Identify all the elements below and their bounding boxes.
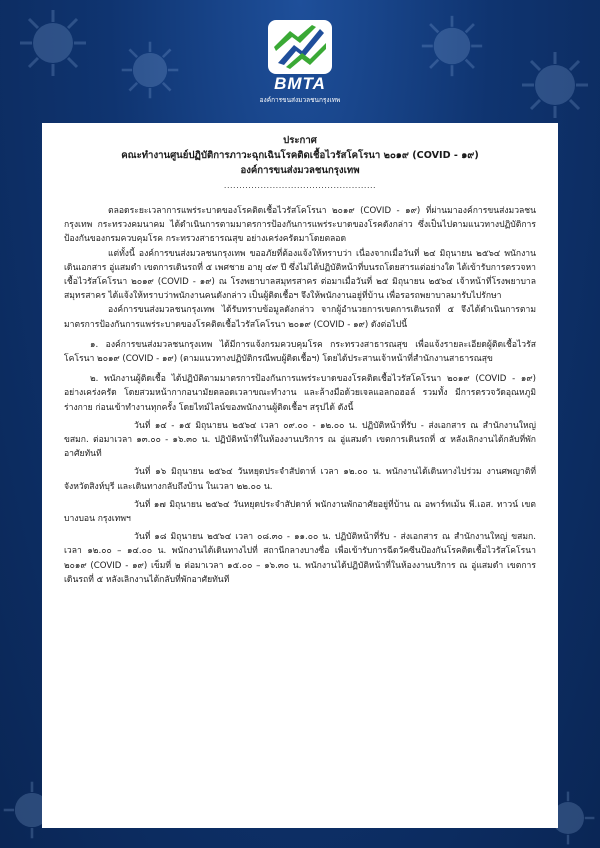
- title-divider: ..................................................: [223, 181, 377, 190]
- announcement-organization: องค์การขนส่งมวลชนกรุงเทพ: [240, 165, 360, 176]
- timeline-item: วันที่ ๑๔ - ๑๕ มิถุนายน ๒๕๖๔ เวลา ๐๙.๐๐ - ๑๒.๐๐ น. ปฏิบัติหน้าที่รับ - ส่งเอกสาร ณ สำนักงานใหญ่ ขสมก. ต่อมาเวลา ๑๓.๐๐ - ๑๖.๓๐ น. ปฏิบัติหน้าที่ในห้องงานบริการ ณ อู่แสมดำ เขตการเดินรถที่ ๕ หลังเลิกงานได้กลับที่พักอาศัยทันที: [64, 420, 536, 460]
- list-item: ๒. พนักงานผู้ติดเชื้อ ได้ปฏิบัติตามมาตรการป้องกันการแพร่ระบาดของโรคติดเชื้อไวรัสโคโรนา ๒๐๑๙ (COVID - ๑๙) อย่างเคร่งครัด โดยสวมหน้ากากอนามัยตลอดเวลาขณะทำงาน และล้างมือด้วยเจลแอลกอฮอล์ รวมทั้ง มีการตรวจวัดอุณหภูมิร่างกาย ก่อนเข้าทำงานทุกครั้ง โดยไทม์ไลน์ของพนักงานผู้ติดเชื้อฯ สรุปได้ ดังนี้: [64, 374, 536, 413]
- header: [0, 0, 600, 118]
- brand-subtitle: องค์การขนส่งมวลชนกรุงเทพ: [259, 96, 341, 104]
- announcement-title: คณะทำงานศูนย์ปฏิบัติการภาวะฉุกเฉินโรคติดเชื้อไวรัสโคโรนา ๒๐๑๙ (COVID - ๑๙): [121, 150, 479, 161]
- bmta-logo: [268, 20, 332, 74]
- announcement-document: [42, 123, 558, 828]
- paragraph: ตลอดระยะเวลาการแพร่ระบาดของโรคติดเชื้อไวรัสโคโรนา ๒๐๑๙ (COVID - ๑๙) ที่ผ่านมาองค์การขนส่งมวลชนกรุงเทพ กระทรวงคมนาคม ได้ดำเนินการตามมาตรการป้องกันการแพร่ระบาดของโรคดังกล่าว ซึ่งเป็นไปตามแนวทางปฏิบัติการป้องกันของกรมควบคุมโรค กระทรวงสาธารณสุข อย่างเคร่งครัดมาโดยตลอด: [64, 206, 536, 245]
- announcement-heading: ประกาศ: [283, 135, 317, 146]
- brand-name: BMTA: [274, 74, 326, 93]
- timeline-item: วันที่ ๑๗ มิถุนายน ๒๕๖๔ วันหยุดประจำสัปดาห์ พนักงานพักอาศัยอยู่ที่บ้าน ณ อพาร์ทเม้น พี.เอส. ทาวน์ เขตบางบอน กรุงเทพฯ: [64, 499, 536, 525]
- paragraph: แต่ทั้งนี้ องค์การขนส่งมวลชนกรุงเทพ ขออภัยที่ต้องแจ้งให้ทราบว่า เนื่องจากเมื่อวันที่ ๒๔ มิถุนายน ๒๕๖๔ พนักงานเดินเอกสาร อู่แสมดำ เขตการเดินรถที่ ๕ เพศชาย อายุ ๔๙ ปี ซึ่งไม่ได้ปฏิบัติหน้าที่บนรถโดยสารแต่อย่างใด ได้เข้ารับการตรวจหาเชื้อไวรัสโคโรนา ๒๐๑๙ (COVID - ๑๙) ณ โรงพยาบาลสมุทรสาคร ต่อมาเมื่อวันที่ ๒๕ มิถุนายน ๒๕๖๔ เจ้าหน้าที่โรงพยาบาลสมุทรสาคร ได้แจ้งให้ทราบว่าพนักงานคนดังกล่าว เป็นผู้ติดเชื้อฯ จึงให้พนักงานอยู่ที่บ้าน เพื่อรอรถพยาบาลมารับไปรักษา: [64, 248, 536, 302]
- timeline-item: วันที่ ๑๖ มิถุนายน ๒๕๖๔ วันหยุดประจำสัปดาห์ เวลา ๑๒.๐๐ น. พนักงานได้เดินทางไปร่วม งานศพญาติที่จังหวัดสิงห์บุรี และเดินทางกลับถึงบ้าน ในเวลา ๒๒.๐๐ น.: [64, 467, 536, 492]
- paragraph: องค์การขนส่งมวลชนกรุงเทพ ได้รับทราบข้อมูลดังกล่าว จากผู้อำนวยการเขตการเดินรถที่ ๕ จึงได้ดำเนินการตามมาตรการป้องกันการแพร่ระบาดของโรคติดเชื้อไวรัสโคโรนา ๒๐๑๙ (COVID - ๑๙) ดังต่อไปนี้: [64, 305, 536, 330]
- bmta-logo-icon: [272, 23, 328, 71]
- list-item: ๑. องค์การขนส่งมวลชนกรุงเทพ ได้มีการแจ้งกรมควบคุมโรค กระทรวงสาธารณสุข เพื่อแจ้งรายละเอียดผู้ติดเชื้อไวรัสโคโรนา ๒๐๑๙ (COVID - ๑๙) (ตามแนวทางปฏิบัติกรณีพบผู้ติดเชื้อฯ) โดยได้ประสานเจ้าหน้าที่สำนักงานสาธารณสุข: [64, 339, 536, 365]
- timeline-item: วันที่ ๑๘ มิถุนายน ๒๕๖๔ เวลา ๐๘.๓๐ - ๑๑.๐๐ น. ปฏิบัติหน้าที่รับ - ส่งเอกสาร ณ สำนักงานใหญ่ ขสมก. เวลา ๑๒.๐๐ – ๑๔.๐๐ น. พนักงานได้เดินทางไปที่ สถานีกลางบางซื่อ เพื่อเข้ารับการฉีดวัคซีนป้องกันโรคติดเชื้อไวรัสโคโรนา ๒๐๑๙ (COVID - ๑๙) เข็มที่ ๒ ต่อมาเวลา ๑๕.๐๐ – ๑๖.๓๐ น. พนักงานได้ปฏิบัติหน้าที่ในห้องงานบริการ ณ อู่แสมดำ เขตการเดินรถที่ ๕ หลังเลิกงานได้กลับที่พักอาศัยทันที: [64, 532, 536, 585]
